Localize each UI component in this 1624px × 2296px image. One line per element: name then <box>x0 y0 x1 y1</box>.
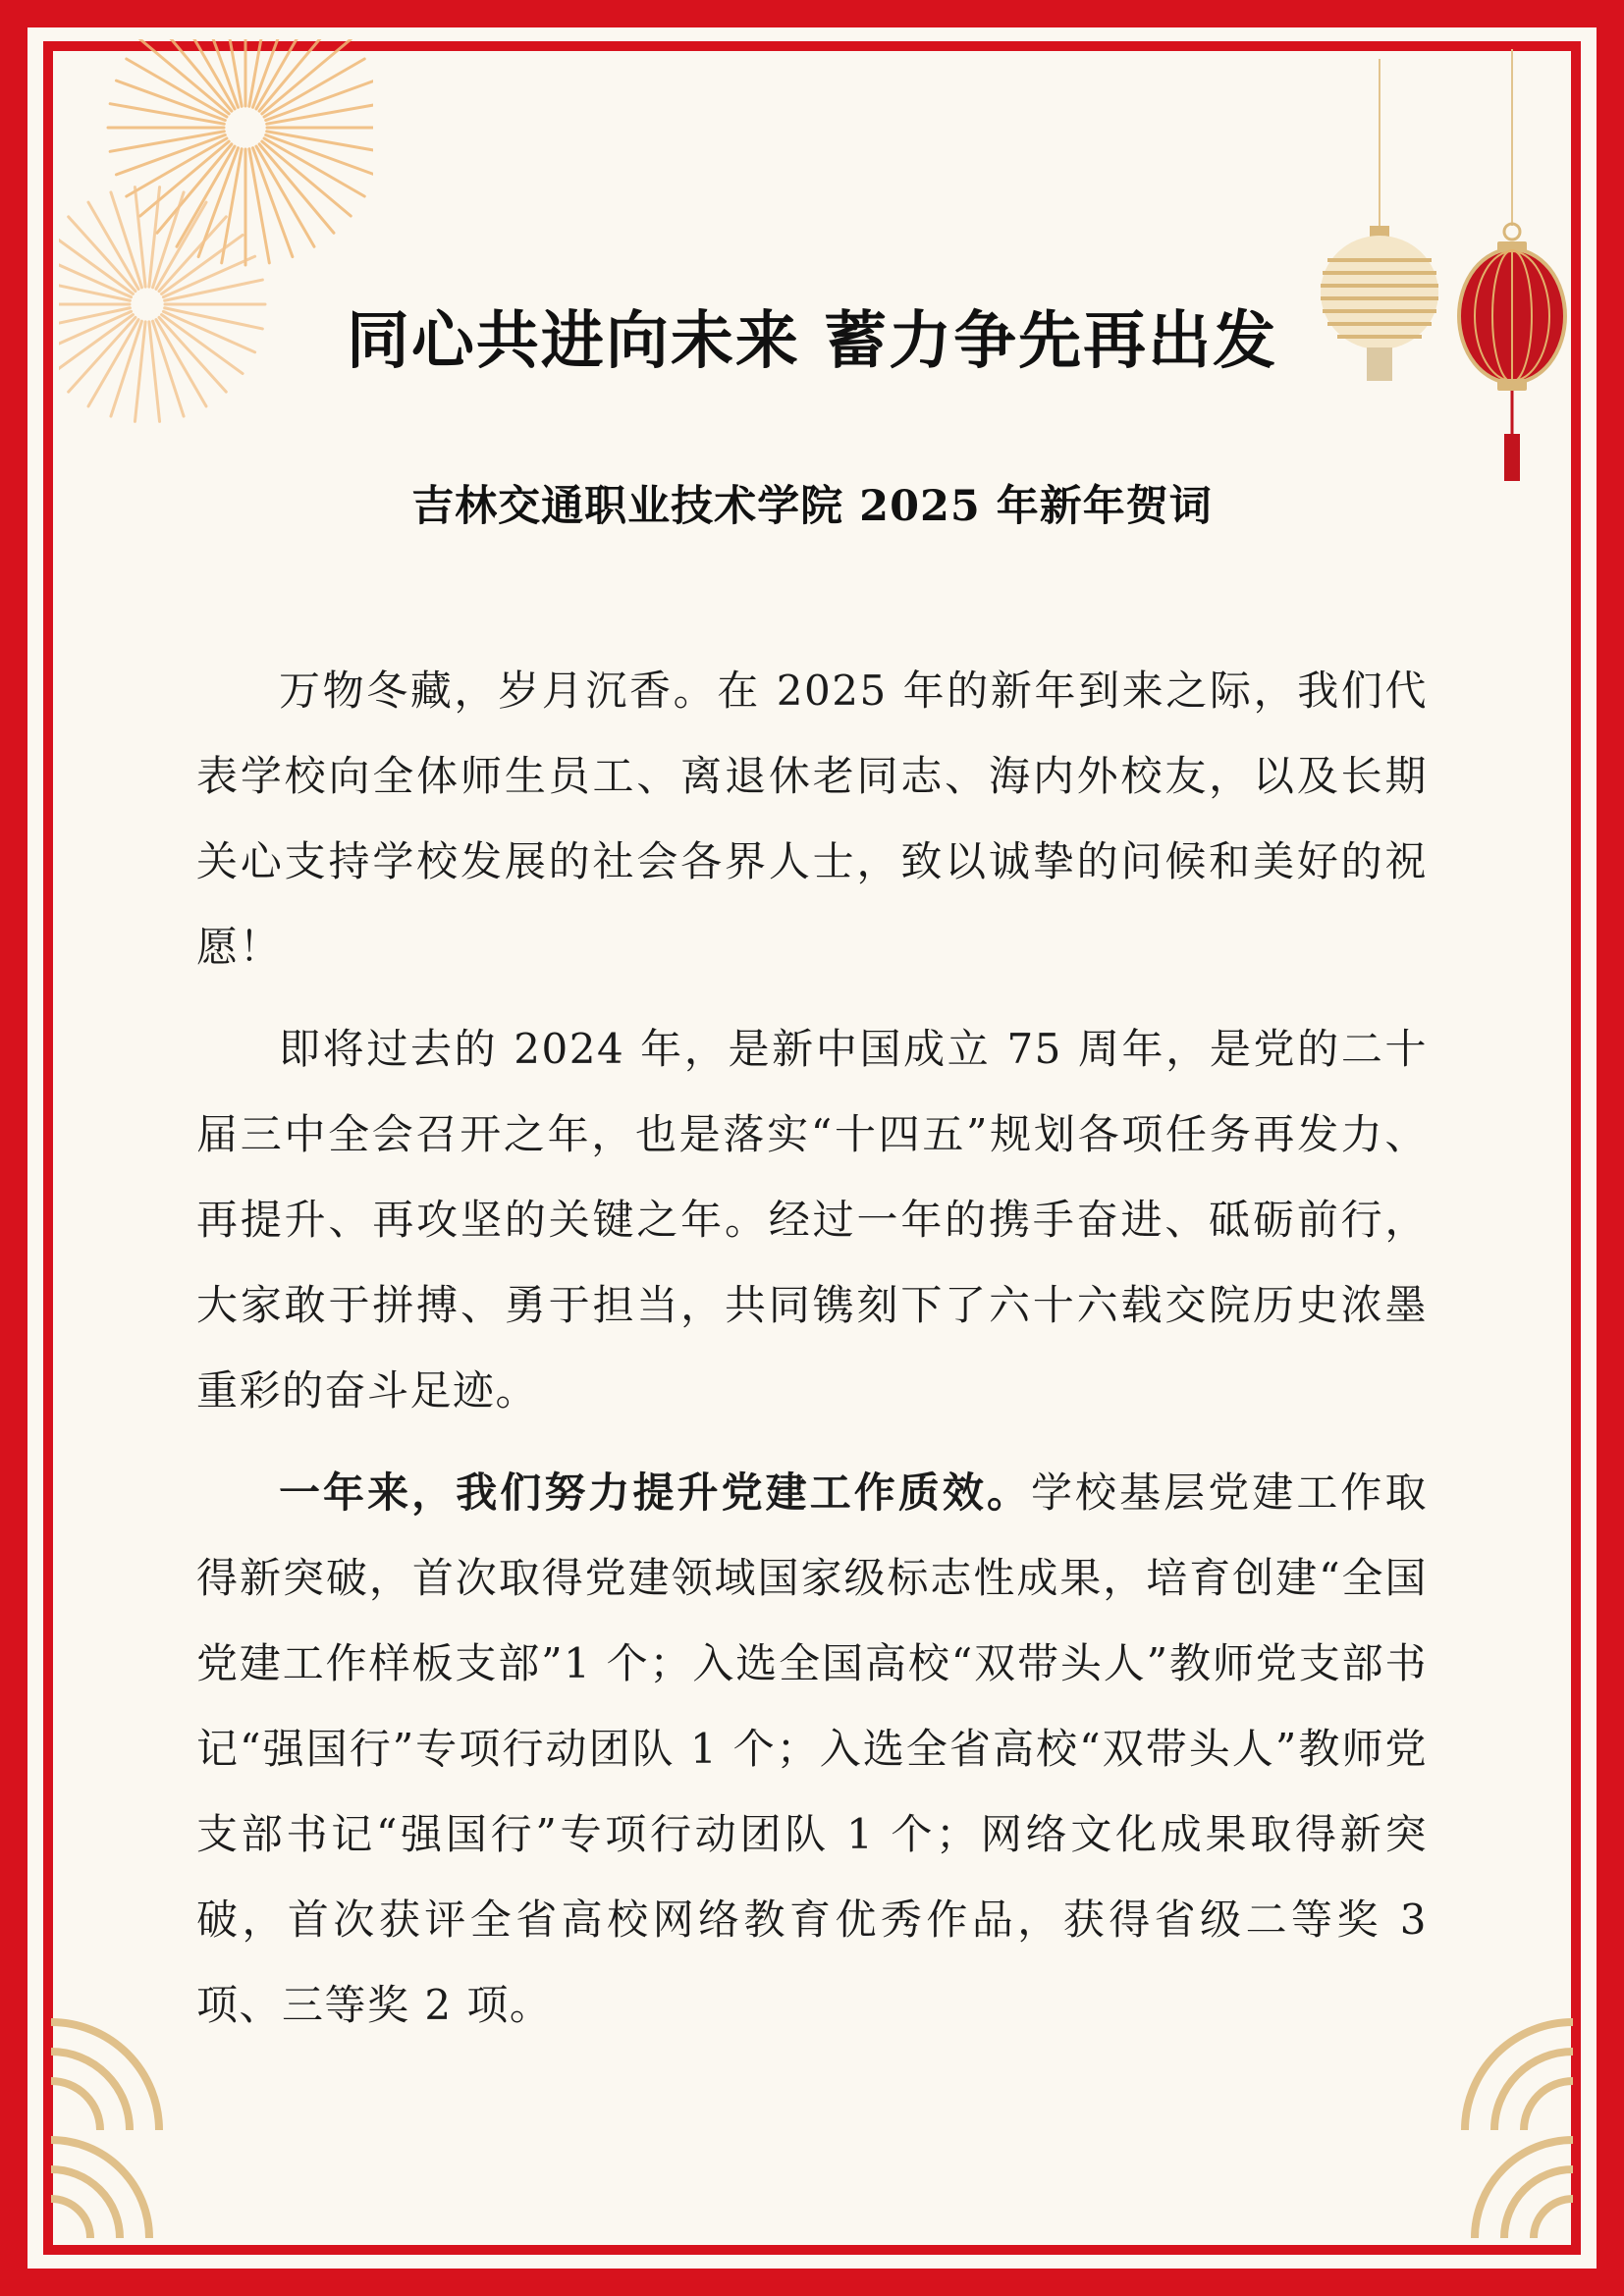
firework-icon <box>59 39 373 452</box>
paragraph-text: 学校基层党建工作取得新突破，首次取得党建领域国家级标志性成果，培育创建“全国党建工作样板支部”1 个；入选全国高校“双带头人”教师党支部书记“强国行”专项行动团队 1 个；入选全省高校“双带头人”教师党支部书记“强国行”专项行动团队 1 个；网络文化成果取得新突破，首次获评全省高校网络教育优秀作品，获得省级二等奖 3 项、三等奖 2 项。 <box>196 1468 1428 2029</box>
paragraph-lead: 一年来，我们努力提升党建工作质效。 <box>279 1468 1031 1517</box>
page-title: 同心共进向未来 蓄力争先再出发 <box>346 304 1278 378</box>
auspicious-cloud-icon <box>1455 2002 1573 2248</box>
auspicious-cloud-icon <box>51 2002 169 2248</box>
paragraph-1 <box>196 648 1428 989</box>
paragraph-3 <box>196 1450 1428 2048</box>
paragraph-text: 即将过去的 2024 年，是新中国成立 75 周年，是党的二十届三中全会召开之年，也是落实“十四五”规划各项任务再发力、再提升、再攻坚的关键之年。经过一年的携手奋进、砥砺前行，大家敢于拼搏、勇于担当，共同镌刻下了六十六载交院历史浓墨重彩的奋斗足迹。 <box>196 1025 1428 1415</box>
page-subtitle: 吉林交通职业技术学院 2025 年新年贺词 <box>411 482 1213 531</box>
red-lantern-icon <box>1453 49 1571 491</box>
letter-body <box>196 648 1428 2064</box>
paragraph-2 <box>196 1006 1428 1433</box>
paragraph-text: 万物冬藏，岁月沉香。在 2025 年的新年到来之际，我们代表学校向全体师生员工、离退休老同志、海内外校友，以及长期关心支持学校发展的社会各界人士，致以诚挚的问候和美好的祝愿！ <box>196 667 1428 971</box>
